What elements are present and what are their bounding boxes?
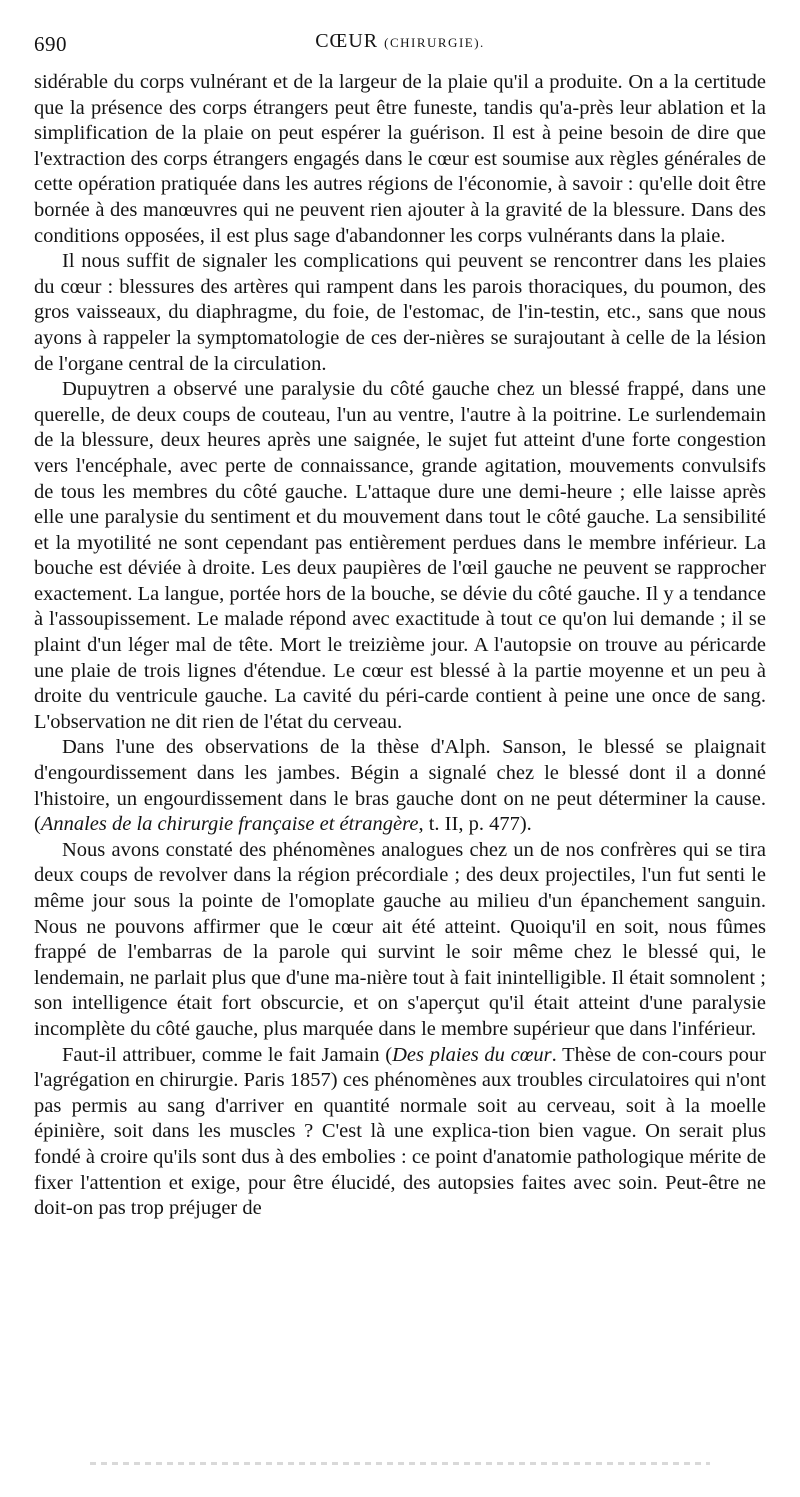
paragraph-2: Il nous suffit de signaler les complications qui peuvent se rencontrer dans les plaies du cœur : blessures des artères qui rampent dans les parois thoraciques, du poumon, des gros vaisseaux, du diaphragme, du foie, de l'estomac, de l'in-testin, etc., sans que nous ayons à rappeler la symptomatologie de ces der-nières se surajoutant à celle de la lésion de l'organe central de la circulation. <box>34 250 766 375</box>
running-head <box>34 30 766 53</box>
document-page <box>34 28 766 1222</box>
paragraph-6-rest: . Thèse de con-cours pour l'agrégation en chirurgie. Paris 1857) ces phénomènes aux troubles circulatoires qui n'ont pas permis au sang d'arriver en quantité normale soit au cerveau, soit à la moelle épinière, soit dans les muscles ? C'est là une explica-tion bien vague. On serait plus fondé à croire qu'ils sont dus à des embolies : ce point d'anatomie pathologique mérite de fixer l'attention et exige, pour être élucidé, des autopsies faites avec soin. Peut-être ne doit-on pas trop préjuger de <box>34 1043 766 1220</box>
body-text <box>34 70 766 1222</box>
page-number: 690 <box>34 32 67 56</box>
footer-print-smudge <box>90 1462 710 1465</box>
running-head-subtitle: (CHIRURGIE). <box>384 35 485 50</box>
paragraph-6 <box>34 1043 766 1222</box>
citation-jamain: Des plaies du cœur <box>392 1043 552 1066</box>
running-head-title: CŒUR <box>315 30 379 52</box>
citation-annales: Annales de la chirurgie française et étrangère <box>40 813 419 836</box>
paragraph-4-ref: , t. II, p. 477). <box>418 813 532 836</box>
page-header <box>34 28 766 58</box>
paragraph-4-text: Dans l'une des observations de la thèse d'Alph. Sanson, le blessé se plaignait d'engourdissement dans les jambes. Bégin a signalé chez le blessé dont il a donné l'histoire, un engourdissement dans le bras gauche dont on ne peut déterminer la cause. ( <box>34 736 766 836</box>
paragraph-4 <box>34 735 766 837</box>
paragraph-6-text: Faut-il attribuer, comme le fait Jamain ( <box>62 1043 393 1066</box>
paragraph-5: Nous avons constaté des phénomènes analogues chez un de nos confrères qui se tira deux coups de revolver dans la région précordiale ; des deux projectiles, l'un fut senti le même jour sous la pointe de l'omoplate gauche au milieu d'un épanchement sanguin. Nous ne pouvons affirmer que le cœur ait été atteint. Quoiqu'il en soit, nous fûmes frappé de l'embarras de la parole qui survint le soir même chez le blessé qui, le lendemain, ne parlait plus que d'une ma-nière tout à fait inintelligible. Il était somnolent ; son intelligence était fort obscurcie, et on s'aperçut qu'il était atteint d'une paralysie incomplète du côté gauche, plus marquée dans le membre supérieur que dans l'inférieur. <box>34 838 766 1040</box>
paragraph-3: Dupuytren a observé une paralysie du côté gauche chez un blessé frappé, dans une querelle, de deux coups de couteau, l'un au ventre, l'autre à la poitrine. Le surlendemain de la blessure, deux heures après une saignée, le sujet fut atteint d'une forte congestion vers l'encéphale, avec perte de connaissance, grande agitation, mouvements convulsifs de tous les membres du côté gauche. L'attaque dure une demi-heure ; elle laisse après elle une paralysie du sentiment et du mouvement dans tout le côté gauche. La sensibilité et la myotilité ne sont cependant pas entièrement perdues dans le membre inférieur. La bouche est déviée à droite. Les deux paupières de l'œil gauche ne peuvent se rapprocher exactement. La langue, portée hors de la bouche, se dévie du côté gauche. Il y a tendance à l'assoupissement. Le malade répond avec exactitude à tout ce qu'on lui demande ; il se plaint d'un léger mal de tête. Mort le treizième jour. A l'autopsie on trouve au péricarde une plaie de trois lignes d'étendue. Le cœur est blessé à la partie moyenne et un peu à droite du ventricule gauche. La cavité du péri-carde contient à peine une once de sang. L'observation ne dit rien de l'état du cerveau. <box>34 378 766 733</box>
paragraph-1: sidérable du corps vulnérant et de la largeur de la plaie qu'il a produite. On a la certitude que la présence des corps étrangers peut être funeste, tandis qu'a-près leur ablation et la simplification de la plaie on peut espérer la guérison. Il est à peine besoin de dire que l'extraction des corps étrangers engagés dans le cœur est soumise aux règles générales de cette opération pratiquée dans les autres régions de l'économie, à savoir : qu'elle doit être bornée à des manœuvres qui ne peuvent rien ajouter à la gravité de la blessure. Dans des conditions opposées, il est plus sage d'abandonner les corps vulnérants dans la plaie. <box>34 71 766 247</box>
